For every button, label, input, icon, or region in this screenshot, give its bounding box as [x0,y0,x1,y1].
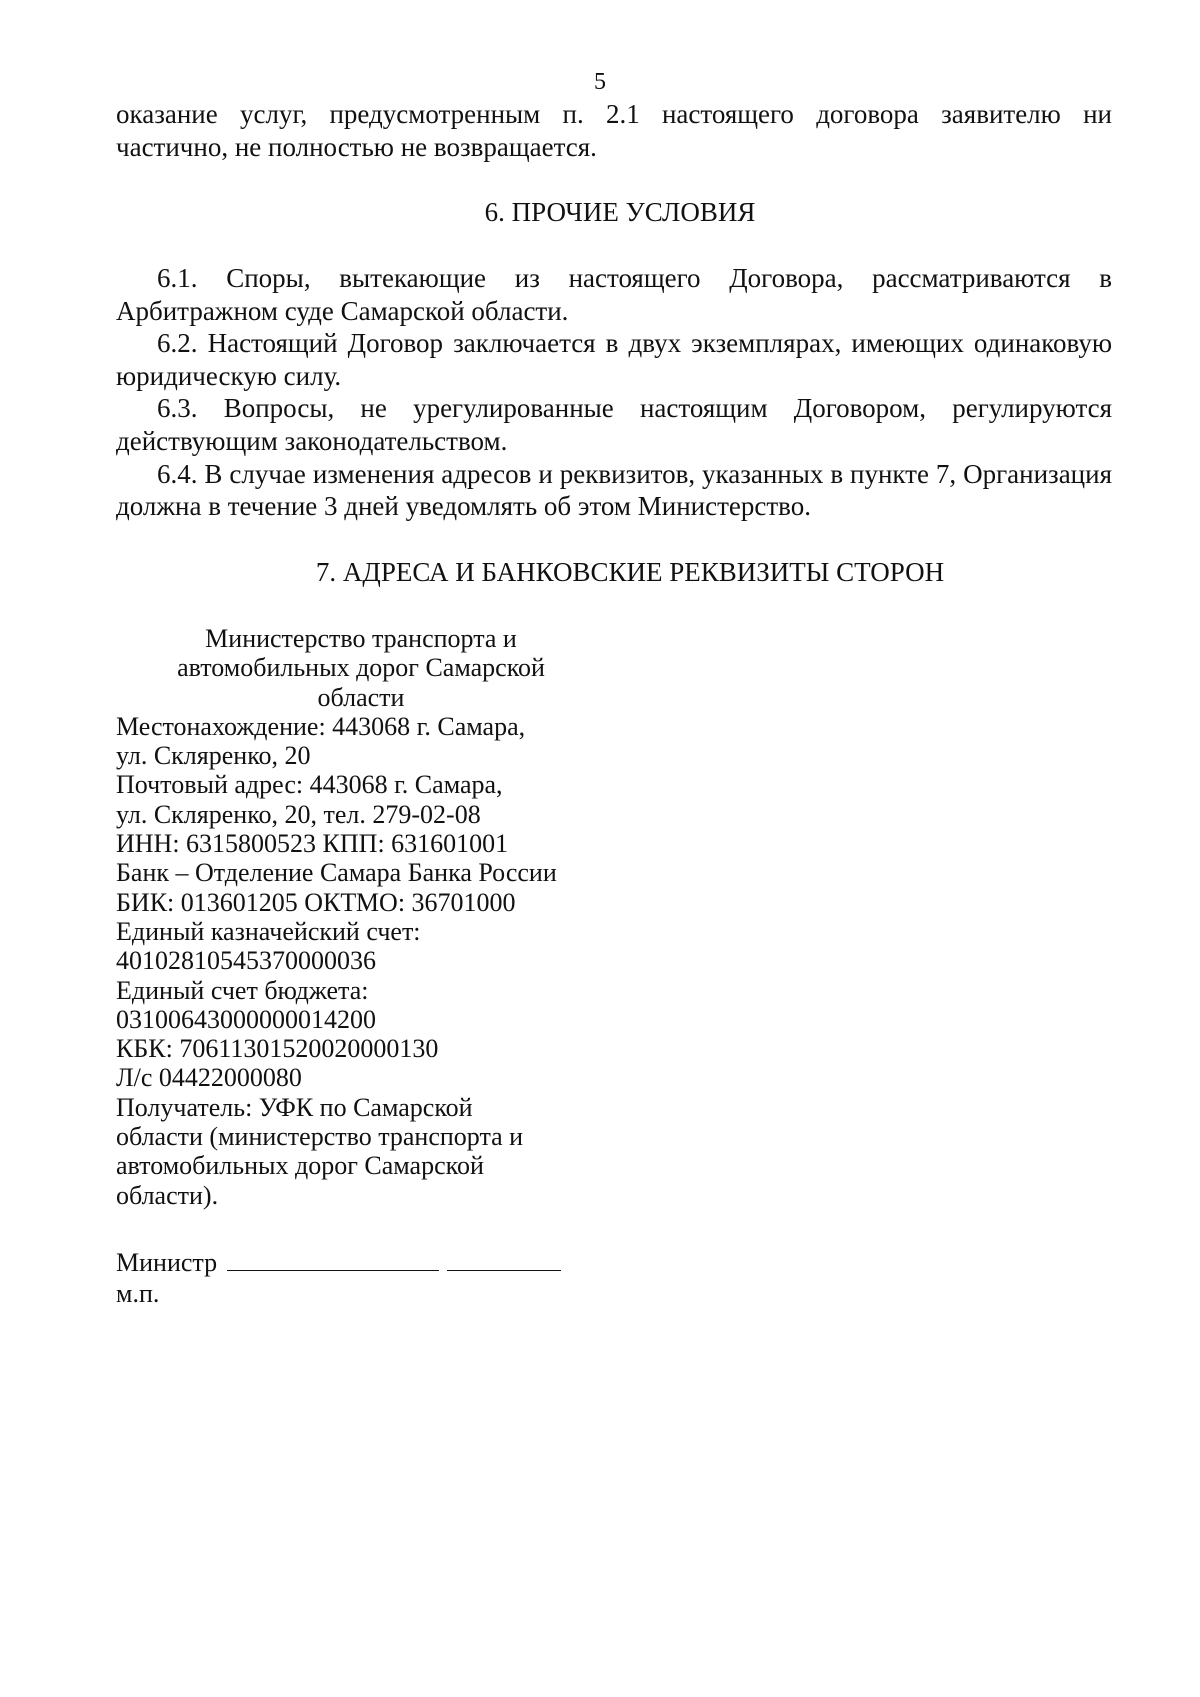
personal-account: Л/с 04422000080 [116,1063,302,1093]
clause-6-4: 6.4. В случае изменения адресов и реквизитов, указанных в пункте 7, Организация должна в течение 3 дней уведомлять об этом Министерство. [116,458,1112,522]
recipient-line: автомобильных дорог Самарской [116,1151,484,1181]
postal-street-phone: ул. Скляренко, 20, тел. 279-02-08 [116,799,481,829]
intro-line: оказание услуг, предусмотренным п. 2.1 настоящего договора заявителю ни [116,99,1112,129]
inn-kpp: ИНН: 6315800523 КПП: 631601001 [116,829,509,859]
recipient-line: области (министерство транспорта и [116,1122,524,1152]
signature-block [116,1247,561,1309]
signature-label: Министр [116,1248,218,1277]
intro-line: частично, не полностью не возвращается. [116,131,597,162]
budget-account-label: Единый счет бюджета: [116,975,369,1005]
section-6-title: 6. ПРОЧИЕ УСЛОВИЯ [484,197,756,227]
signature-line [227,1250,439,1271]
signature-name-line [447,1250,561,1271]
clause-6-1: 6.1. Споры, вытекающие из настоящего Договора, рассматриваются в Арбитражном суде Самарской области. [116,263,1112,326]
stamp-label: м.п. [116,1279,160,1308]
ministry-name-line: Министерство транспорта и [205,624,517,653]
bik-oktmo: БИК: 013601205 ОКТМО: 36701000 [116,887,516,917]
recipient-line: области). [116,1180,219,1210]
treasury-account-number: 40102810545370000036 [116,946,376,976]
page-number: 5 [594,69,606,95]
treasury-account-label: Единый казначейский счет: [116,916,421,946]
location-address: Местонахождение: 443068 г. Самара, [116,711,526,741]
kbk: КБК: 70611301520020000130 [116,1034,439,1064]
recipient-line: Получатель: УФК по Самарской [116,1092,473,1122]
budget-account-number: 03100643000000014200 [116,1004,376,1034]
location-street: ул. Скляренко, 20 [116,741,311,771]
clause-6-3: 6.3. Вопросы, не урегулированные настоящим Договором, регулируются действующим законодательством. [116,393,1112,456]
postal-address: Почтовый адрес: 443068 г. Самара, [116,770,503,800]
bank-name: Банк – Отделение Самара Банка России [116,858,557,888]
intro-paragraph [116,98,1112,163]
clause-6-2: 6.2. Настоящий Договор заключается в двух экземплярах, имеющих одинаковую юридическую силу. [116,328,1112,391]
section-7-title: 7. АДРЕСА И БАНКОВСКИЕ РЕКВИЗИТЫ СТОРОН [315,557,945,587]
ministry-name-line: автомобильных дорог Самарской [177,653,545,683]
ministry-name-line: области [317,682,405,712]
ministry-requisites [116,624,616,1210]
section-6-clauses [116,262,1112,523]
signature-row [116,1247,561,1278]
ministry-name [116,624,606,712]
